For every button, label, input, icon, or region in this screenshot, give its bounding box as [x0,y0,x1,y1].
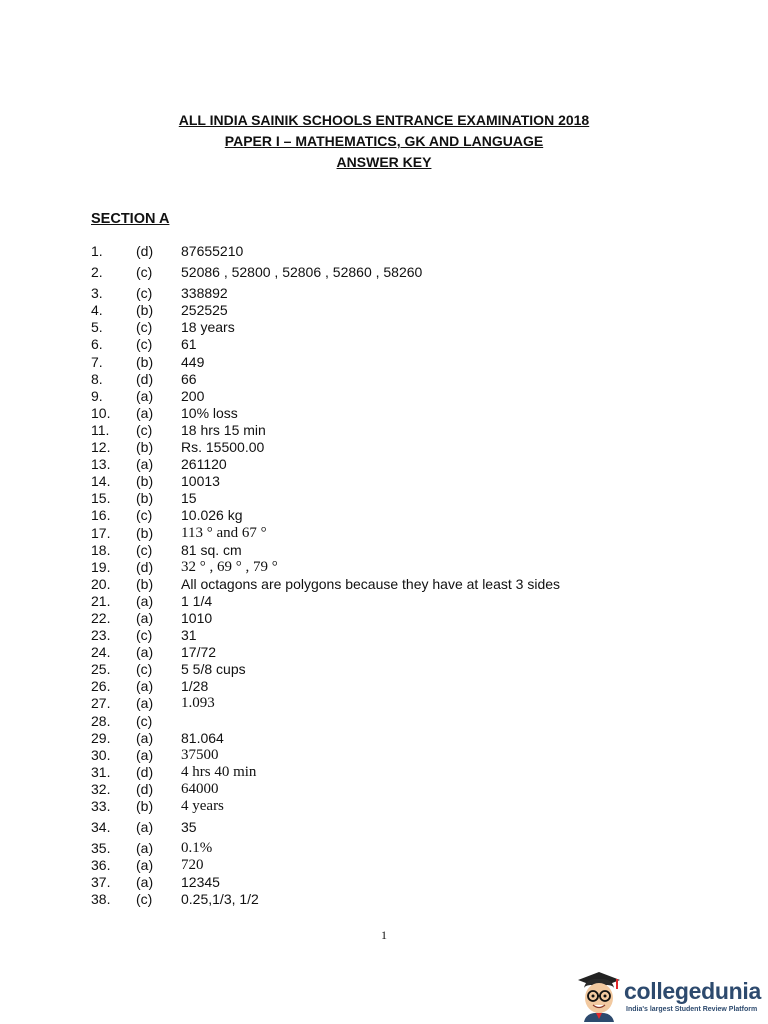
answer-option: (a) [136,644,154,661]
answer-value: 35 [181,819,197,836]
answer-row [91,695,651,712]
answer-option: (c) [136,661,153,678]
answer-value: 5 5/8 cups [181,661,246,678]
question-number: 19. [91,558,111,575]
answer-value: 87655210 [181,243,244,259]
answer-option: (a) [136,695,154,712]
answer-row [91,678,651,695]
question-number: 6. [91,336,103,353]
answer-row [91,405,651,422]
answer-option: (c) [136,541,153,558]
question-number: 38. [91,891,111,908]
answer-value: 32 ° , 69 ° , 79 ° [181,558,278,575]
answer-value: 15 [181,490,197,507]
question-number: 12. [91,439,111,456]
question-number: 33. [91,798,111,814]
answer-row [91,525,651,542]
answer-row [91,764,651,781]
question-number: 13. [91,456,111,473]
answer-option: (a) [136,840,154,857]
answer-row [91,542,651,559]
answer-row [91,576,651,593]
answer-row [91,610,651,627]
answer-option: (c) [136,336,153,353]
answer-option: (d) [136,780,154,797]
answer-value: 200 [181,387,205,404]
question-number: 18. [91,541,111,558]
question-number: 5. [91,319,103,336]
question-number: 28. [91,712,111,729]
question-number: 14. [91,473,111,490]
question-number: 32. [91,780,111,797]
question-number: 29. [91,729,111,746]
answer-option: (a) [136,678,154,695]
question-number: 7. [91,353,103,370]
answer-key-title: ANSWER KEY [336,154,432,170]
answer-option: (c) [136,264,153,281]
answer-option: (c) [136,507,153,524]
question-number: 17. [91,524,111,541]
answer-value: 66 [181,370,197,387]
page-number: 1 [381,928,387,942]
answer-value: 1 1/4 [181,592,213,609]
answer-row [91,507,651,524]
exam-title: ALL INDIA SAINIK SCHOOLS ENTRANCE EXAMINATION 2018 [178,112,590,128]
answer-row [91,439,651,456]
answer-value: 449 [181,353,205,370]
answer-option: (a) [136,729,154,746]
answer-row [91,891,651,908]
answer-option: (c) [136,285,153,302]
answer-row [91,473,651,490]
answer-row [91,336,651,353]
paper-title: PAPER I – MATHEMATICS, GK AND LANGUAGE [224,133,544,149]
answer-option: (b) [136,490,154,507]
answer-value: 4 hrs 40 min [181,763,257,780]
question-number: 37. [91,874,111,891]
answer-option: (c) [136,891,153,908]
answer-row [91,644,651,661]
answer-option: (a) [136,819,154,836]
answer-value: 252525 [181,302,228,319]
answer-row [91,798,651,815]
answer-option: (c) [136,712,153,729]
answer-value: 4 years [181,798,224,814]
answer-value: 18 years [181,319,235,336]
answer-row [91,593,651,610]
answer-value: 113 ° and 67 ° [181,524,267,541]
answer-row [91,874,651,891]
answer-row [91,285,651,302]
answer-option: (b) [136,302,154,319]
answer-row [91,730,651,747]
answer-value: 0.1% [181,840,213,857]
answer-option: (b) [136,353,154,370]
question-number: 26. [91,678,111,695]
answer-row [91,819,651,836]
answer-option: (a) [136,857,154,874]
answer-row [91,840,651,857]
question-number: 4. [91,302,103,319]
answer-row [91,319,651,336]
answer-option: (b) [136,798,154,814]
answer-option: (a) [136,609,154,626]
answer-option: (b) [136,524,154,541]
answer-value: 52086 , 52800 , 52806 , 52860 , 58260 [181,264,423,281]
answer-value: 1.093 [181,695,215,712]
question-number: 2. [91,264,103,281]
answer-row [91,661,651,678]
mascot-icon [572,966,626,1022]
answer-option: (d) [136,243,154,259]
question-number: 3. [91,285,103,302]
question-number: 23. [91,627,111,644]
question-number: 1. [91,243,103,259]
answer-value: 81.064 [181,729,224,746]
answer-value: 17/72 [181,644,217,661]
question-number: 30. [91,746,111,763]
answer-option: (a) [136,874,154,891]
answer-value: 0.25,1/3, 1/2 [181,891,259,908]
answer-option: (d) [136,558,154,575]
answer-value: 37500 [181,746,219,763]
question-number: 16. [91,507,111,524]
answer-option: (a) [136,387,154,404]
answer-row [91,857,651,874]
answer-option: (a) [136,746,154,763]
answer-value: 1/28 [181,678,209,695]
question-number: 10. [91,404,111,421]
answer-row [91,490,651,507]
logo-tagline: India's largest Student Review Platform [626,1006,758,1013]
question-number: 27. [91,695,111,712]
answer-option: (c) [136,319,153,336]
answer-row [91,243,651,260]
question-number: 36. [91,857,111,874]
answer-row [91,456,651,473]
question-number: 9. [91,387,103,404]
answer-value: All octagons are polygons because they have at least 3 sides [181,575,561,592]
answer-row [91,559,651,576]
answer-option: (d) [136,370,154,387]
question-number: 34. [91,819,111,836]
document-header [0,110,768,173]
answer-value: 10% loss [181,404,238,421]
answer-option: (a) [136,456,154,473]
answer-value: 81 sq. cm [181,541,242,558]
answer-value: 338892 [181,285,228,302]
answer-row [91,371,651,388]
answer-list [91,243,651,909]
question-number: 35. [91,840,111,857]
answer-row [91,713,651,730]
question-number: 24. [91,644,111,661]
collegedunia-logo [572,966,762,1022]
answer-value: 18 hrs 15 min [181,421,266,438]
answer-row [91,354,651,371]
question-number: 25. [91,661,111,678]
answer-value: 1010 [181,609,213,626]
question-number: 21. [91,592,111,609]
section-title: SECTION A [91,211,170,227]
answer-value: 12345 [181,874,220,891]
answer-option: (b) [136,439,154,456]
answer-row [91,627,651,644]
answer-row [91,388,651,405]
answer-row [91,422,651,439]
answer-value: 61 [181,336,197,353]
answer-row [91,747,651,764]
question-number: 31. [91,763,111,780]
answer-value: 10013 [181,473,220,490]
question-number: 11. [91,421,110,438]
answer-value: 64000 [181,780,219,797]
answer-value: Rs. 15500.00 [181,439,265,456]
answer-value: 720 [181,857,204,874]
answer-row [91,302,651,319]
logo-brand-name: collegedunia [624,978,761,1004]
answer-value: 31 [181,627,197,644]
answer-row [91,264,651,281]
answer-option: (b) [136,473,154,490]
answer-value: 10.026 kg [181,507,243,524]
answer-value: 261120 [181,456,227,473]
answer-option: (a) [136,404,154,421]
question-number: 20. [91,575,111,592]
answer-option: (a) [136,592,154,609]
answer-option: (d) [136,763,154,780]
answer-option: (c) [136,627,153,644]
question-number: 8. [91,370,103,387]
question-number: 15. [91,490,111,507]
answer-option: (c) [136,421,153,438]
answer-option: (b) [136,575,154,592]
answer-row [91,781,651,798]
question-number: 22. [91,609,111,626]
